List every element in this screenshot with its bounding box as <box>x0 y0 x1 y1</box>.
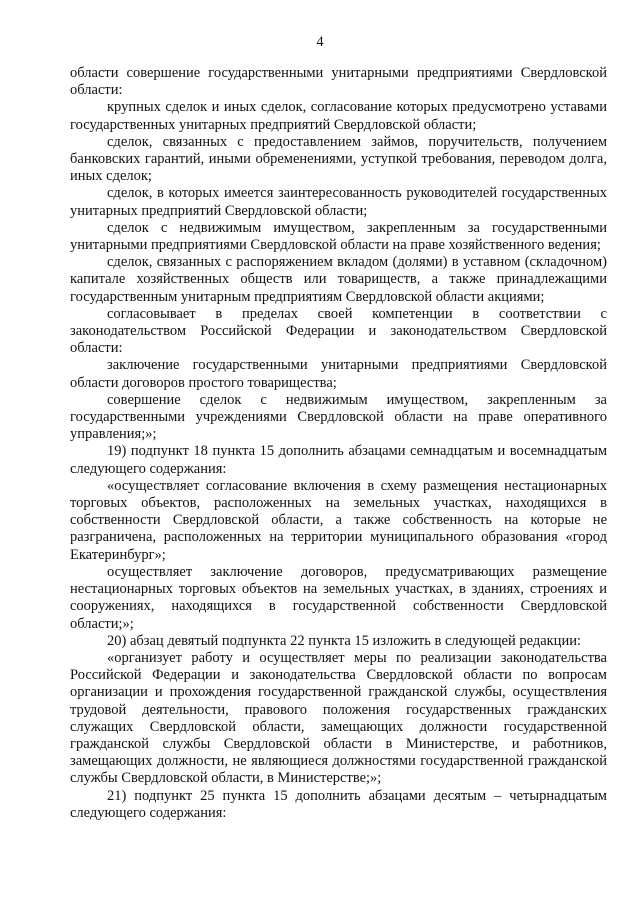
document-body <box>70 65 607 822</box>
paragraph-13: 20) абзац девятый подпункта 22 пункта 15 изложить в следующей редакции: <box>107 632 581 649</box>
paragraph-2: крупных сделок и иных сделок, согласование которых предусмотрено уставами государственных унитарных предприятий Свердловской области; <box>70 99 607 133</box>
paragraph-1: области совершение государственными унитарными предприятиями Свердловской области: <box>70 65 607 99</box>
paragraph-6: сделок, связанных с распоряжением вкладом (долями) в уставном (складочном) капитале хозяйственных обществ или товариществ, а также принадлежащими государственным унитарным предприятиям Свердловской области акциями; <box>70 254 607 305</box>
paragraph-5: сделок с недвижимым имуществом, закрепленным за государственными унитарными предприятиями Свердловской области на праве хозяйственного ведения; <box>70 219 607 254</box>
paragraph-3: сделок, связанных с предоставлением займов, поручительств, получением банковских гарантий, иными обременениями, уступкой требования, переводом долга, иных сделок; <box>70 133 607 185</box>
paragraph-15: 21) подпункт 25 пункта 15 дополнить абзацами десятым – четырнадцатым следующего содержания: <box>70 787 607 821</box>
paragraph-7: согласовывает в пределах своей компетенции в соответствии с законодательством Российской Федерации и законодательством Свердловской области: <box>70 305 607 357</box>
paragraph-11: «осуществляет согласование включения в схему размещения нестационарных торговых объектов, расположенных на земельных участках, находящихся в собственности Свердловской области, а также собственность на которые не разграничена, расположенных на территории муниципального образования «город Екатеринбург»; <box>70 477 607 563</box>
paragraph-9: совершение сделок с недвижимым имуществом, закрепленным за государственными учреждениями Свердловской области на праве оперативного управления;»; <box>70 391 607 443</box>
paragraph-4: сделок, в которых имеется заинтересованность руководителей государственных унитарных предприятий Свердловской области; <box>70 185 607 219</box>
paragraph-8: заключение государственными унитарными предприятиями Свердловской области договоров простого товарищества; <box>70 357 607 391</box>
paragraph-12: осуществляет заключение договоров, предусматривающих размещение нестационарных торговых объектов на земельных участках, в зданиях, строениях и сооружениях, находящихся в государственной собственности Свердловской области;»; <box>70 563 607 632</box>
paragraph-10: 19) подпункт 18 пункта 15 дополнить абзацами семнадцатым и восемнадцатым следующего содержания: <box>70 443 607 477</box>
paragraph-14: «организует работу и осуществляет меры по реализации законодательства Российской Федерации и законодательства Свердловской области по вопросам организации и прохождения государственной гражданской службы, осуществления трудовой деятельности, правового положения государственных гражданских служащих Свердловской области, замещающих должности государственной гражданской службы Свердловской области в Министерстве, и работников, замещающих должности, не являющиеся должностями государственной гражданской службы Свердловской области, в Министерстве;»; <box>70 649 607 787</box>
page-number: 4 <box>316 34 324 50</box>
